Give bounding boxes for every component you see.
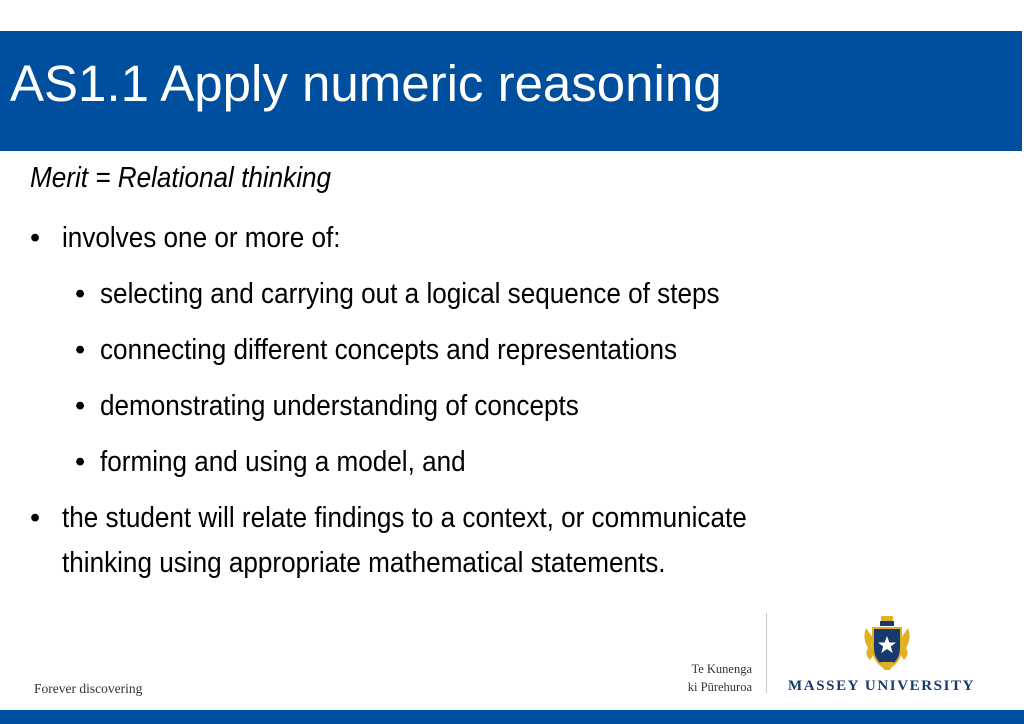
sub-bullet-text: selecting and carrying out a logical sequence of steps bbox=[100, 278, 720, 310]
university-name: MASSEY UNIVERSITY bbox=[788, 678, 976, 694]
bullet-icon: • bbox=[75, 446, 86, 478]
footer-divider bbox=[766, 613, 767, 693]
footer-slogan: Forever discovering bbox=[34, 681, 143, 696]
university-crest-icon bbox=[860, 614, 914, 672]
tagline-line2: ki Pūrehuroa bbox=[687, 680, 752, 694]
sub-bullet-text: forming and using a model, and bbox=[100, 446, 466, 478]
bullet-icon: • bbox=[75, 334, 86, 366]
sub-bullet-text: connecting different concepts and representations bbox=[100, 334, 678, 366]
bullet-icon: • bbox=[30, 502, 41, 534]
sub-bullet-text: demonstrating understanding of concepts bbox=[100, 390, 579, 422]
bullet-icon: • bbox=[30, 222, 41, 254]
bullet-icon: • bbox=[75, 278, 86, 310]
bullet-text: involves one or more of: bbox=[62, 222, 341, 254]
bullet-icon: • bbox=[75, 390, 86, 422]
tagline-line1: Te Kunenga bbox=[691, 662, 752, 676]
bottom-bar bbox=[0, 710, 1024, 724]
slide-title: AS1.1 Apply numeric reasoning bbox=[10, 55, 722, 112]
bullet-text: the student will relate findings to a context, or communicate bbox=[62, 502, 747, 534]
subtitle: Merit = Relational thinking bbox=[30, 162, 332, 194]
bullet-text: thinking using appropriate mathematical statements. bbox=[62, 547, 666, 579]
